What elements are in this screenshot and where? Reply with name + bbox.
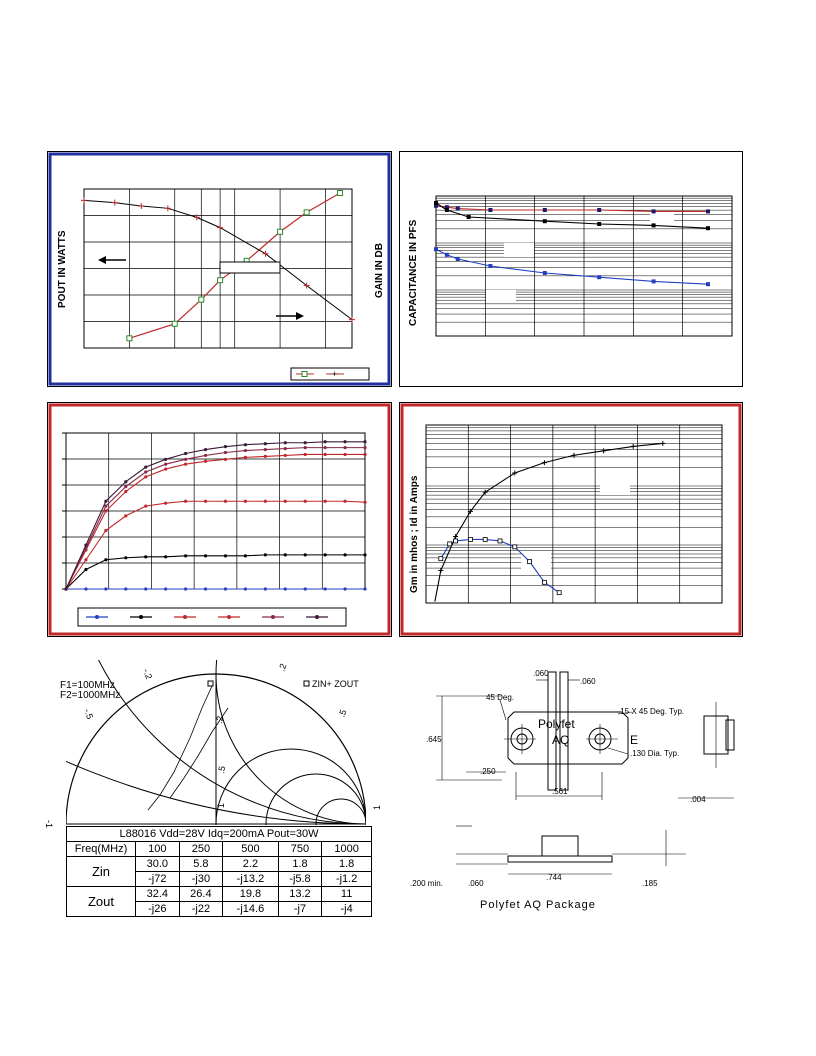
id-point — [224, 587, 227, 590]
id-point — [244, 443, 247, 446]
smith-chart — [42, 660, 387, 830]
capacitance-point — [543, 271, 547, 275]
pout-point — [127, 336, 132, 341]
id-point — [124, 480, 127, 483]
id-point — [284, 454, 287, 457]
dim-label: .185 — [642, 879, 658, 888]
legend-marker — [315, 615, 319, 619]
id-point — [224, 500, 227, 503]
id-point — [144, 470, 147, 473]
id-point — [204, 460, 207, 463]
id-point — [363, 587, 366, 590]
id-point — [363, 446, 366, 449]
capacitance-point — [488, 208, 492, 212]
id-point — [184, 463, 187, 466]
gm-point — [468, 537, 472, 541]
capacitance-point — [467, 215, 471, 219]
dim-label: .250 — [480, 767, 496, 776]
id-point — [104, 529, 107, 532]
dim-label: .561 — [552, 787, 568, 796]
id-point — [363, 501, 366, 504]
svg-text:+: + — [332, 369, 338, 379]
zout-cell: 11 — [322, 887, 372, 902]
zout-cell: -j22 — [179, 902, 223, 917]
zin-cell: 2.2 — [223, 857, 279, 872]
smith-legend-marker — [304, 681, 309, 686]
capacitance-point — [456, 207, 460, 211]
id-point — [144, 555, 147, 558]
arc-label: .5 — [216, 765, 228, 775]
id-point — [304, 500, 307, 503]
freq-cell: 1000 — [322, 842, 372, 857]
gm-point — [448, 542, 452, 546]
arc-label: 1 — [372, 804, 382, 810]
zin-cell: -j5.8 — [278, 872, 322, 887]
capacitance-axis-label: CAPACITANCE IN PFS — [408, 219, 419, 326]
dim-label: .15 X 45 Deg. Typ. — [618, 707, 685, 716]
id-point — [224, 458, 227, 461]
id-point — [304, 587, 307, 590]
zout-cell: -j7 — [278, 902, 322, 917]
id-point — [64, 587, 67, 590]
capacitance-point — [597, 275, 601, 279]
zout-cell: -j4 — [322, 902, 372, 917]
id-point — [184, 554, 187, 557]
capacitance-point — [597, 208, 601, 212]
legend-marker — [95, 615, 99, 619]
id-point — [124, 587, 127, 590]
id-point — [284, 500, 287, 503]
gain-axis-label: GAIN IN DB — [374, 243, 385, 298]
capacitance-point — [652, 209, 656, 213]
pout-axis-label: POUT IN WATTS — [57, 230, 68, 308]
capacitance-point — [543, 208, 547, 212]
id-point — [124, 485, 127, 488]
zout-cell: 26.4 — [179, 887, 223, 902]
capacitance-chart-panel — [399, 151, 743, 387]
table-row — [67, 842, 372, 857]
id-point — [304, 441, 307, 444]
id-point — [124, 556, 127, 559]
arc-label: .2 — [214, 715, 226, 725]
legend-marker — [271, 615, 275, 619]
package-code: AQ — [552, 733, 570, 747]
freq-cell: 100 — [136, 842, 180, 857]
id-point — [264, 587, 267, 590]
id-point — [84, 587, 87, 590]
id-point — [164, 555, 167, 558]
gm-point — [513, 545, 517, 549]
table-title: L88016 Vdd=28V Idq=200mA Pout=30W — [67, 827, 372, 842]
zout-label: Zout — [67, 887, 136, 917]
id-point — [204, 500, 207, 503]
impedance-table — [66, 826, 372, 917]
zin-cell: -j13.2 — [223, 872, 279, 887]
capacitance-point — [543, 219, 547, 223]
dim-label: .200 min. — [410, 879, 443, 888]
gm-point — [528, 560, 532, 564]
package-title: Polyfet AQ Package — [480, 899, 596, 911]
pout-gain-chart-panel — [47, 151, 392, 387]
pout-point — [278, 229, 283, 234]
id-point — [284, 447, 287, 450]
zin-cell: 1.8 — [322, 857, 372, 872]
id-point — [184, 587, 187, 590]
capacitance-point — [652, 279, 656, 283]
freq-label-f2: F2=1000MHz — [60, 690, 121, 701]
id-point — [324, 440, 327, 443]
id-point — [324, 553, 327, 556]
capacitance-point — [434, 247, 438, 251]
id-point — [284, 553, 287, 556]
legend-marker — [139, 615, 143, 619]
dim-label: .060 — [468, 879, 484, 888]
id-point — [244, 500, 247, 503]
id-point — [164, 463, 167, 466]
capacitance-point — [445, 253, 449, 257]
id-point — [264, 553, 267, 556]
gm-point — [498, 539, 502, 543]
id-point — [144, 587, 147, 590]
capacitance-point — [456, 257, 460, 261]
dim-label: .130 Dia. Typ. — [630, 749, 680, 758]
arc-label: 1 — [216, 802, 226, 808]
arc-label: -.2 — [141, 667, 155, 681]
id-point — [324, 453, 327, 456]
gm-point — [454, 539, 458, 543]
zin-cell: 5.8 — [179, 857, 223, 872]
id-point — [224, 554, 227, 557]
zout-cell: 13.2 — [278, 887, 322, 902]
id-point — [104, 587, 107, 590]
zin-cell: 30.0 — [136, 857, 180, 872]
id-point — [144, 505, 147, 508]
id-point — [264, 442, 267, 445]
smith-chart-panel — [42, 660, 387, 830]
freq-cell: 750 — [278, 842, 322, 857]
id-point — [144, 475, 147, 478]
id-point — [304, 553, 307, 556]
dim-label: .004 — [690, 795, 706, 804]
id-point — [184, 500, 187, 503]
id-point — [104, 509, 107, 512]
gm-id-axis-label: Gm in mhos ; Id in Amps — [409, 475, 420, 593]
id-point — [144, 466, 147, 469]
zout-cell: -j14.6 — [223, 902, 279, 917]
id-point — [343, 453, 346, 456]
capacitance-point — [706, 226, 710, 230]
id-point — [363, 453, 366, 456]
package-brand: Polyfet — [538, 717, 575, 731]
freq-label-f1: F1=100MHz — [60, 680, 115, 691]
dim-label: .060 — [533, 669, 549, 678]
zout-cell: 32.4 — [136, 887, 180, 902]
id-point — [84, 558, 87, 561]
id-point — [204, 587, 207, 590]
id-point — [224, 445, 227, 448]
impedance-marker — [208, 681, 213, 686]
id-point — [164, 458, 167, 461]
id-point — [104, 500, 107, 503]
id-point — [264, 448, 267, 451]
id-point — [224, 451, 227, 454]
pout-point — [172, 321, 177, 326]
gm-point — [542, 580, 546, 584]
zin-label: Zin — [67, 857, 136, 887]
id-point — [244, 449, 247, 452]
capacitance-chart — [400, 152, 742, 386]
capacitance-point — [434, 201, 438, 205]
id-point — [204, 454, 207, 457]
arc-label: .5 — [336, 708, 349, 719]
id-point — [343, 587, 346, 590]
zin-cell: -j30 — [179, 872, 223, 887]
pout-point — [218, 278, 223, 283]
id-point — [324, 587, 327, 590]
id-point — [204, 448, 207, 451]
id-point — [244, 456, 247, 459]
id-point — [184, 458, 187, 461]
id-point — [304, 453, 307, 456]
package-drawing — [396, 660, 756, 920]
arc-label: .2 — [276, 662, 289, 673]
id-point — [244, 554, 247, 557]
gm-id-chart-panel — [399, 402, 743, 637]
id-point — [343, 446, 346, 449]
id-point — [343, 500, 346, 503]
dim-label: .744 — [546, 873, 562, 882]
capacitance-point — [706, 282, 710, 286]
gm-id-chart — [400, 403, 742, 636]
capacitance-point — [652, 223, 656, 227]
zout-cell: -j26 — [136, 902, 180, 917]
id-point — [84, 568, 87, 571]
id-point — [363, 440, 366, 443]
legend-box — [78, 608, 346, 626]
table-row — [67, 887, 372, 902]
capacitance-point — [597, 222, 601, 226]
legend-marker — [227, 615, 231, 619]
id-point — [343, 553, 346, 556]
id-point — [264, 500, 267, 503]
pout-point — [338, 191, 343, 196]
capacitance-point — [445, 208, 449, 212]
id-point — [284, 441, 287, 444]
capacitance-point — [488, 264, 492, 268]
gm-point — [557, 591, 561, 595]
zin-cell: 1.8 — [278, 857, 322, 872]
dim-label: 45 Deg. — [486, 693, 515, 702]
id-point — [164, 467, 167, 470]
id-point — [363, 553, 366, 556]
id-point — [104, 558, 107, 561]
pout-point — [199, 297, 204, 302]
id-point — [324, 446, 327, 449]
zout-cell: 19.8 — [223, 887, 279, 902]
id-point — [124, 490, 127, 493]
id-point — [84, 544, 87, 547]
id-point — [204, 554, 207, 557]
id-point — [184, 452, 187, 455]
id-point — [244, 587, 247, 590]
pout-gain-chart — [48, 152, 391, 386]
freq-cell: 500 — [223, 842, 279, 857]
id-point — [284, 587, 287, 590]
gm-point — [483, 537, 487, 541]
id-point — [124, 514, 127, 517]
id-vds-chart — [48, 403, 391, 636]
freq-header: Freq(MHz) — [67, 842, 136, 857]
zin-cell: -j1.2 — [322, 872, 372, 887]
arc-label: -1 — [44, 820, 54, 829]
arc-label: -.5 — [82, 707, 96, 721]
id-point — [164, 502, 167, 505]
id-point — [264, 455, 267, 458]
dim-label: .645 — [426, 735, 442, 744]
zin-cell: -j72 — [136, 872, 180, 887]
smith-legend-label: ZIN+ ZOUT — [312, 679, 359, 689]
freq-cell: 250 — [179, 842, 223, 857]
dim-label: .060 — [580, 677, 596, 686]
pout-point — [304, 210, 309, 215]
id-point — [164, 587, 167, 590]
id-vds-chart-panel — [47, 402, 392, 637]
pin-label: E — [630, 733, 639, 747]
capacitance-point — [706, 209, 710, 213]
legend-marker — [183, 615, 187, 619]
gm-point — [439, 557, 443, 561]
id-point — [304, 446, 307, 449]
table-row — [67, 857, 372, 872]
id-point — [324, 500, 327, 503]
id-point — [343, 440, 346, 443]
